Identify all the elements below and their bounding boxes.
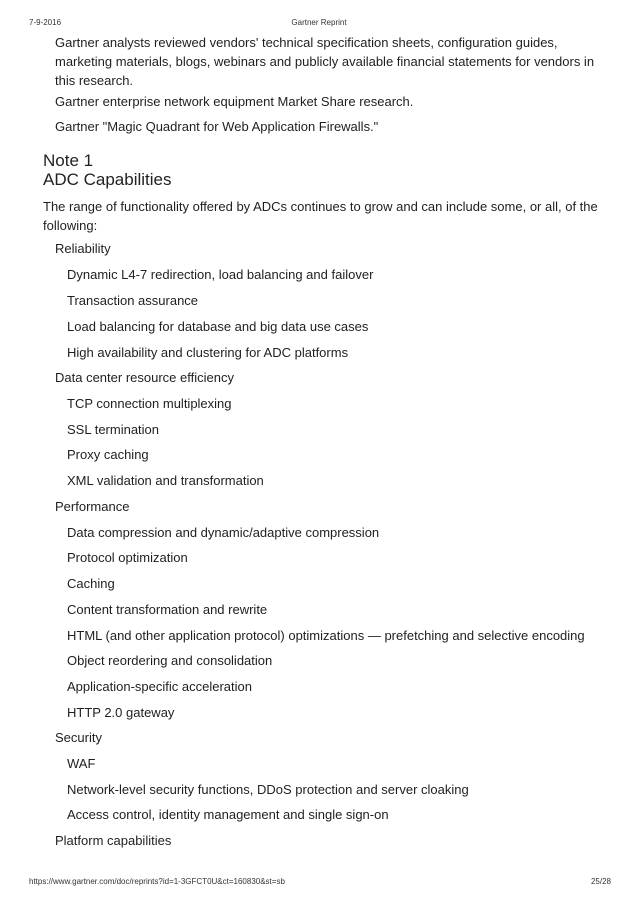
print-url: https://www.gartner.com/doc/reprints?id=1-3GFCT0U&ct=160830&st=sb [29, 877, 285, 886]
capability-item: WAF [67, 756, 96, 771]
capability-item: Load balancing for database and big data use cases [67, 319, 369, 334]
capability-item: Dynamic L4-7 redirection, load balancing and failover [67, 267, 374, 282]
source-item: Gartner analysts reviewed vendors' technical specification sheets, configuration guides, marketing materials, blogs, webinars and publicly available financial statements for vendors in this research. [55, 35, 595, 88]
note-number: Note 1 [43, 151, 94, 170]
capability-item: Application-specific acceleration [67, 679, 252, 694]
print-footer [0, 877, 638, 889]
capability-item: Network-level security functions, DDoS protection and server cloaking [67, 782, 469, 797]
print-header [0, 18, 638, 30]
print-date: 7-9-2016 [29, 18, 62, 27]
capability-item: Content transformation and rewrite [67, 602, 268, 617]
capability-item: Protocol optimization [67, 550, 188, 565]
category-heading: Reliability [55, 241, 111, 256]
note-intro: The range of functionality offered by ADCs continues to grow and can include some, or all, of the following: [43, 199, 598, 233]
capability-item: Transaction assurance [67, 293, 199, 308]
note-title: ADC Capabilities [43, 170, 172, 189]
capability-item: HTTP 2.0 gateway [67, 705, 175, 720]
capability-item: Caching [67, 576, 115, 591]
source-item: Gartner "Magic Quadrant for Web Application Firewalls." [55, 119, 379, 134]
capability-item: Data compression and dynamic/adaptive compression [67, 525, 380, 540]
category-heading: Performance [55, 499, 130, 514]
capability-item: Object reordering and consolidation [67, 653, 273, 668]
source-item: Gartner enterprise network equipment Market Share research. [55, 94, 414, 109]
category-heading: Platform capabilities [55, 833, 172, 848]
capability-item: Proxy caching [67, 447, 149, 462]
print-title: Gartner Reprint [291, 18, 347, 27]
page-number: 25/28 [590, 877, 611, 886]
capability-item: HTML (and other application protocol) optimizations — prefetching and selective encoding [67, 628, 585, 643]
capability-item: High availability and clustering for ADC platforms [67, 345, 349, 360]
capability-item: SSL termination [67, 422, 160, 437]
capability-item: TCP connection multiplexing [67, 396, 232, 411]
category-heading: Security [55, 730, 102, 745]
capability-item: XML validation and transformation [67, 473, 264, 488]
capability-item: Access control, identity management and single sign-on [67, 807, 389, 822]
category-heading: Data center resource efficiency [55, 370, 234, 385]
